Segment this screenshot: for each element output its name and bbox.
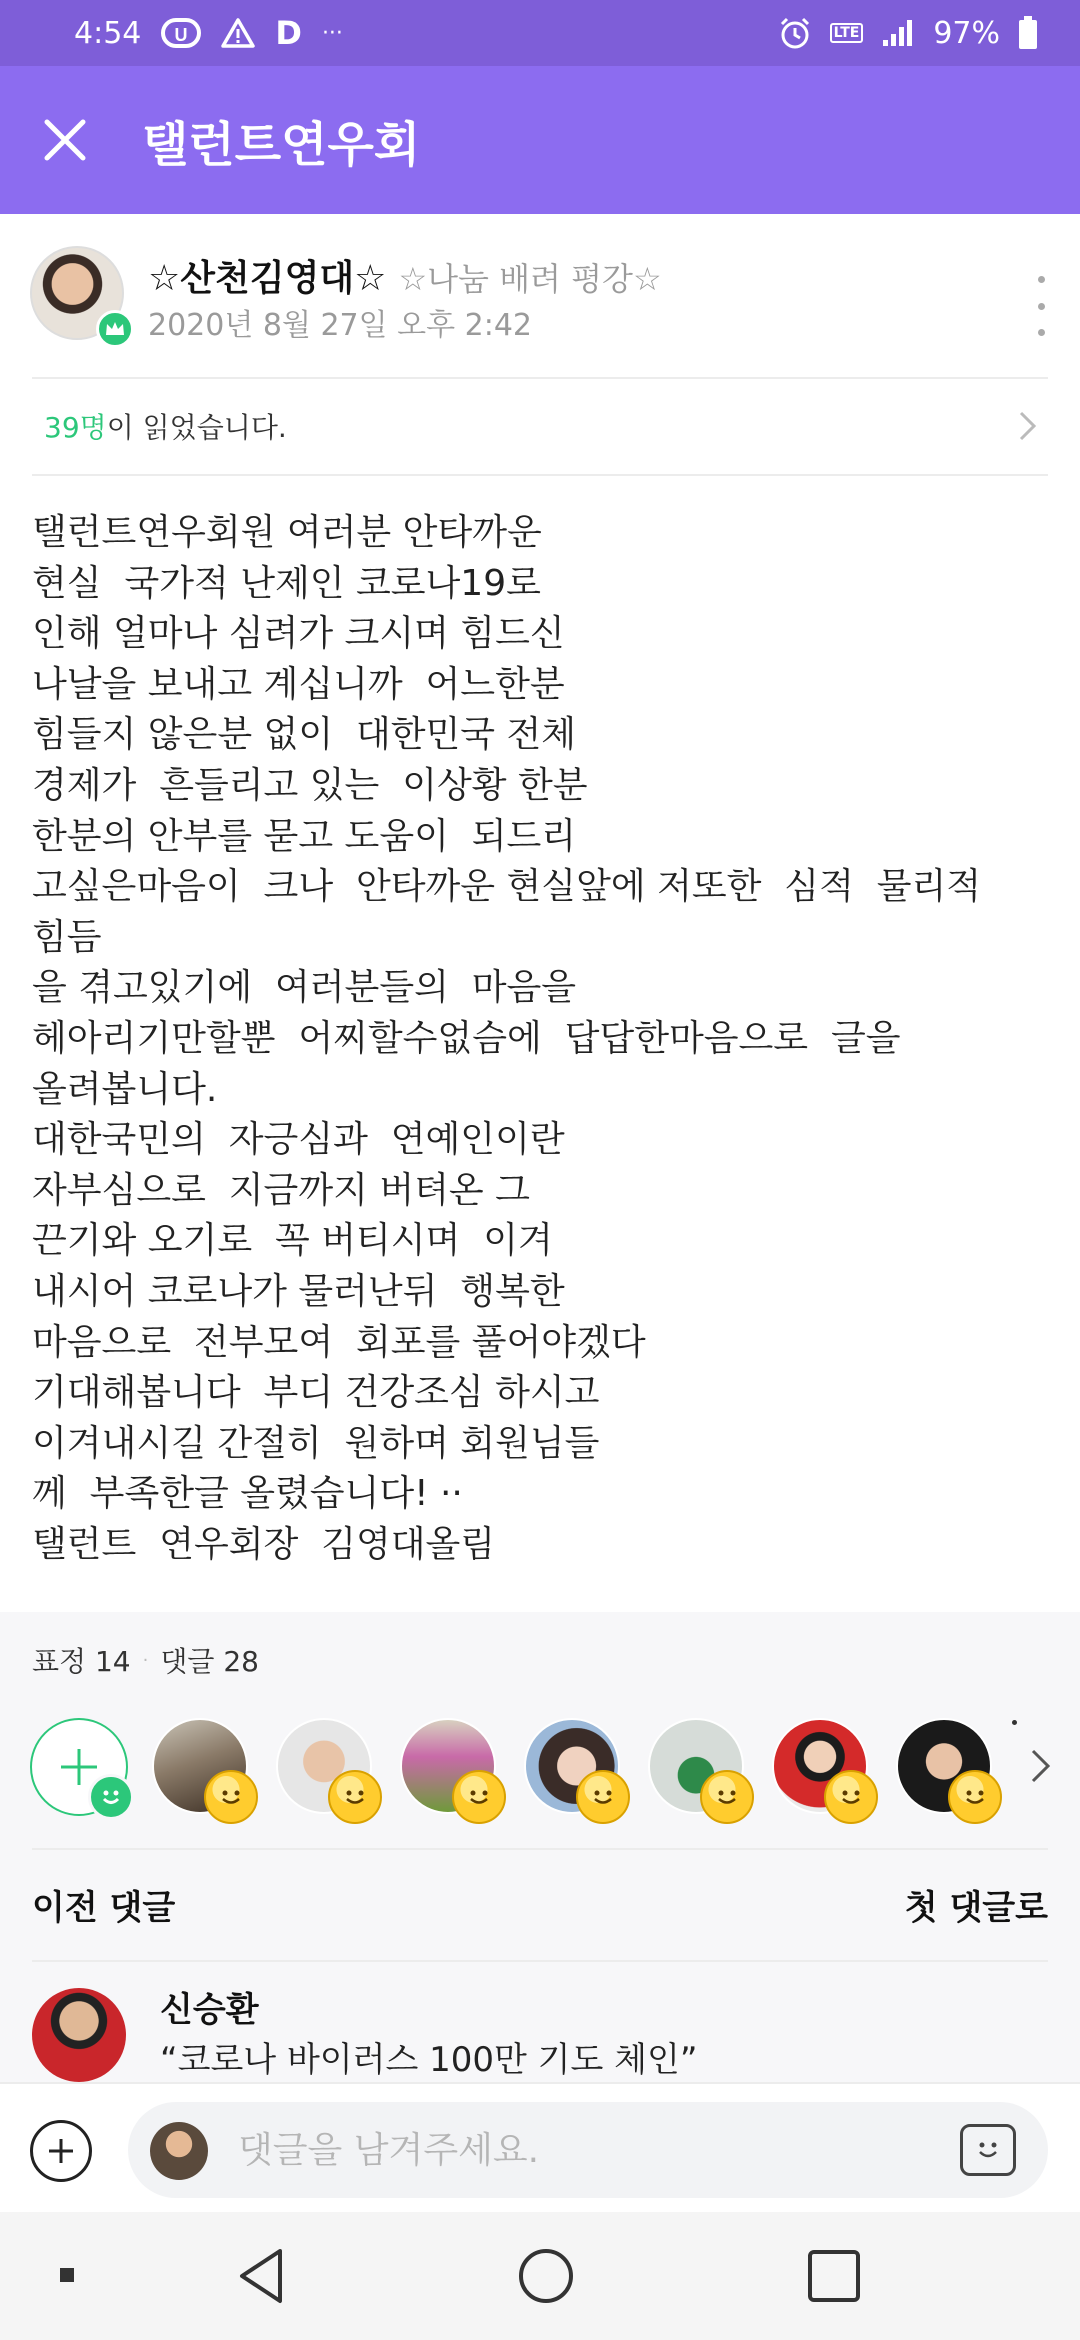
post-line: 기대해봅니다 부디 건강조심 하시고 [32,1372,600,1414]
thumbs-up-emoji-icon [204,1770,258,1824]
post-line: 마음으로 전부모여 회포를 풀어야겠다 [32,1321,646,1363]
lte-icon: LTE [830,23,864,43]
post-line: 경제가 흔들리고 있는 이상황 한분 [32,764,588,806]
post-line: 한분의 안부를 묻고 도움이 되드리 [32,815,577,857]
comment-item [0,1962,1080,2082]
more-dot [1038,303,1045,310]
comment-nav-row [0,1852,1080,1952]
d-app-icon: D [275,14,302,52]
status-time: 4:54 [74,15,142,51]
post-line: 고싶은마음이 크나 안타까운 현실앞에 저또한 심적 물리적 [32,866,982,908]
crown-icon [96,310,134,348]
page-title: 탤런트연우회 [142,116,421,173]
recents-button[interactable] [798,2240,870,2312]
status-more-notifications: ··· [321,20,343,46]
attach-button[interactable] [30,2120,92,2182]
comment-input[interactable] [238,2122,878,2178]
thumbs-up-emoji-icon [948,1770,1002,1824]
post-line: 올려봅니다. [32,1068,218,1110]
svg-text:U: U [174,25,188,45]
thumbs-up-emoji-icon [328,1770,382,1824]
back-triangle-icon [234,2247,290,2305]
chevron-right-icon [1030,1748,1052,1784]
sticker-smile-icon [971,2135,1005,2165]
post-line: 끈기와 오기로 꼭 버티시며 이겨 [32,1220,553,1262]
thumbs-up-emoji-icon [452,1770,506,1824]
thumbs-up-emoji-icon [700,1770,754,1824]
comment-count[interactable]: 댓글 28 [160,1645,260,1678]
add-reaction-button[interactable] [30,1718,128,1816]
thumbs-up-emoji-icon [824,1770,878,1824]
back-button[interactable] [226,2240,298,2312]
battery-percent: 97% [933,15,1000,51]
close-button[interactable] [0,66,130,214]
app-bar [0,66,1080,214]
signal-icon [881,18,915,48]
commenter-name[interactable]: 신승환 [160,1990,259,2030]
comment-text: “코로나 바이러스 100만 기도 체인” [160,2040,698,2080]
separator: · [142,1649,149,1671]
nav-square-dot-button[interactable] [52,2260,82,2290]
status-bar [0,0,1080,66]
my-avatar [150,2122,208,2180]
close-icon [41,116,89,164]
post-body [32,508,1052,1570]
divider [32,377,1048,379]
more-options-button[interactable] [1026,276,1056,336]
u-plus-icon [161,17,201,49]
sticker-button[interactable] [960,2124,1016,2176]
post-line: 자부심으로 지금까지 버텨온 그 [32,1169,530,1211]
reactors-more-button[interactable] [1030,1748,1052,1788]
author-name-line [148,250,662,301]
status-left [74,14,343,52]
post-line: 현실 국가적 난제인 코로나19로 [32,562,541,604]
thumbs-up-emoji-icon [576,1770,630,1824]
comment-input-pill [128,2102,1048,2198]
warning-icon [221,17,255,49]
plus-icon [46,2136,76,2166]
more-dots-icon [1038,276,1045,283]
reaction-count[interactable]: 표정 14 [32,1645,131,1678]
reaction-counts [32,1640,259,1680]
post-line: 이겨내시길 간절히 원하며 회원님들 [32,1422,600,1464]
read-count: 39명 [44,411,107,444]
chevron-right-icon [1018,410,1038,449]
first-comment-link[interactable]: 첫 댓글로 [904,1888,1048,1928]
post-line: 탤런트 연우회장 김영대올림 [32,1523,496,1565]
battery-icon [1018,16,1038,50]
home-circle-icon [517,2247,575,2305]
post-line: 힘듬 [32,916,102,958]
post-line: 나날을 보내고 계십니까 어느한분 [32,663,565,705]
alarm-icon [778,16,812,50]
post-line: 헤아리기만할뿐 어찌할수없슴에 답답한마음으로 글을 [32,1017,901,1059]
post-line: 힘들지 않은분 없이 대한민국 전체 [32,714,577,756]
divider [32,474,1048,476]
home-button[interactable] [510,2240,582,2312]
post-line: 탤런트연우회원 여러분 안타까운 [32,512,542,553]
reactor-list [30,1714,1070,1824]
comment-input-bar [0,2082,1080,2212]
post-line: 대한국민의 자긍심과 연예인이란 [32,1119,565,1161]
author-tagline: ☆나눔 배려 평강☆ [398,260,662,298]
previous-comments-link[interactable]: 이전 댓글 [32,1888,176,1928]
smile-icon [88,1774,134,1820]
commenter-avatar[interactable] [32,1988,126,2082]
post-line: 내시어 코로나가 물러난뒤 행복한 [32,1270,565,1312]
read-count-row[interactable] [0,380,1080,472]
post-author [0,214,1080,374]
post-date: 2020년 8월 27일 오후 2:42 [148,308,533,343]
small-square-icon [59,2267,75,2283]
system-nav-bar [0,2212,1080,2340]
recents-square-icon [806,2248,862,2304]
more-dot [1038,329,1045,336]
divider [32,1848,1048,1850]
post-line: 을 겪고있기에 여러분들의 마음을 [32,967,577,1009]
author-name[interactable]: ☆산천김영대☆ [148,258,387,299]
status-right [778,16,1038,51]
read-suffix: 이 읽었습니다. [106,411,287,444]
post-line: 인해 얼마나 심려가 크시며 힘드신 [32,613,565,655]
post-line: 께 부족한글 올렸습니다! ·· [32,1473,463,1515]
